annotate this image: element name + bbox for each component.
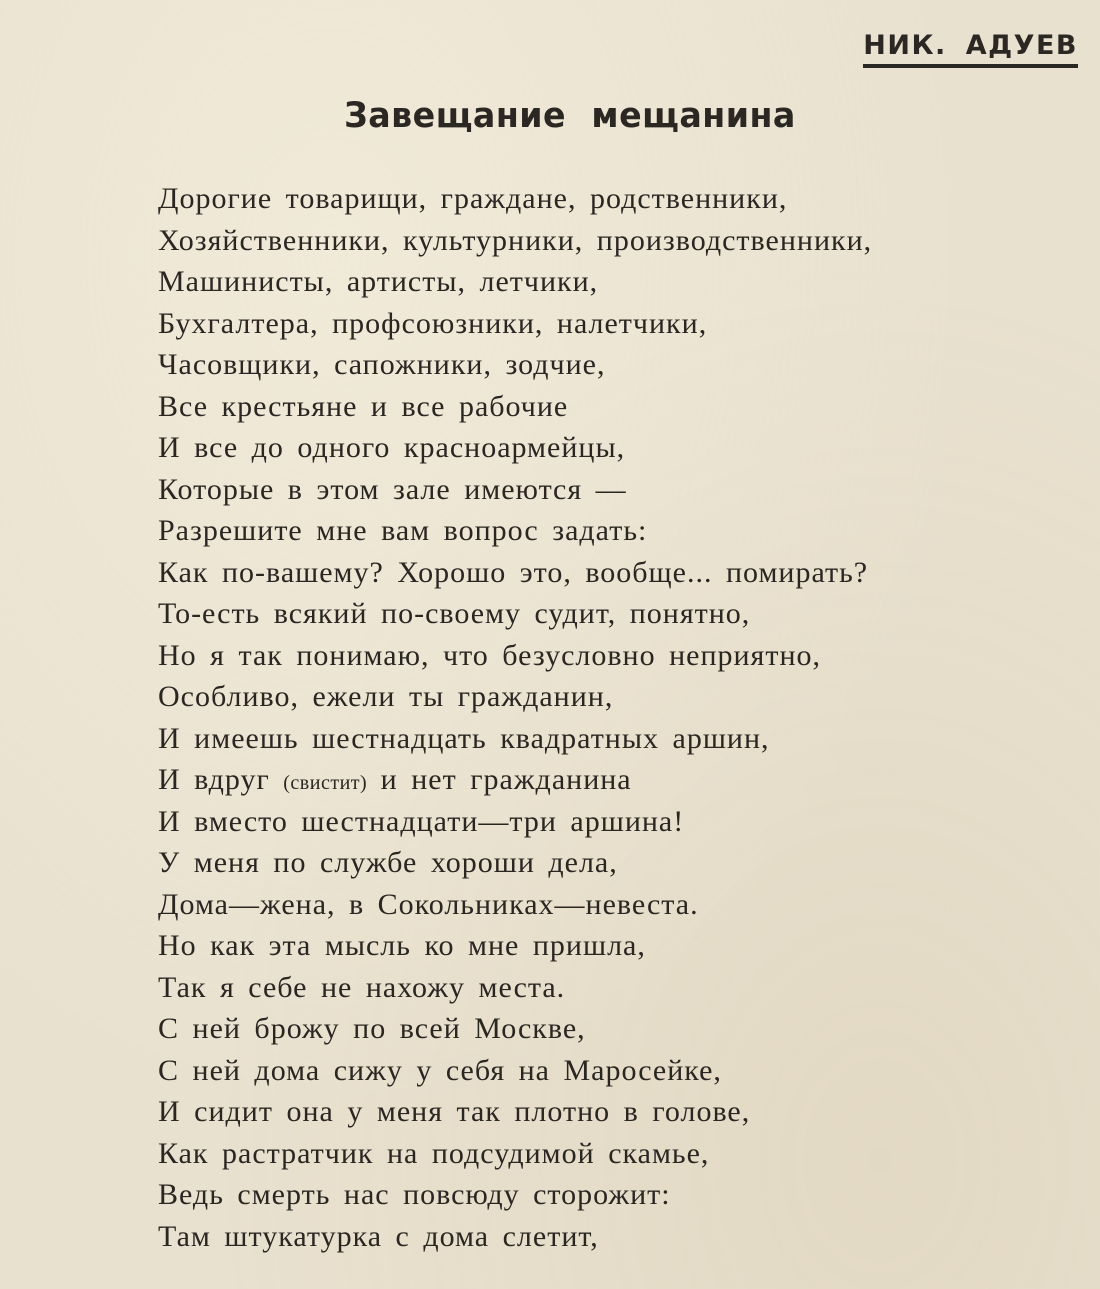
poem-body	[158, 178, 872, 1257]
poem-line: Которые в этом зале имеются —	[158, 472, 627, 506]
poem-line: И все до одного красноармейцы,	[158, 431, 626, 464]
poem-line-with-aside	[158, 759, 872, 801]
poem-line: Хозяйственники, культурники, производственники,	[158, 223, 873, 257]
poem-line: Бухгалтера, профсоюзники, налетчики,	[158, 306, 708, 340]
poem-line: Как по-вашему? Хорошо это, вообще... помирать?	[158, 555, 869, 589]
poem-line: Дорогие товарищи, граждане, родственники,	[158, 182, 788, 215]
poem-line: Так я себе не нахожу места.	[158, 970, 566, 1004]
poem-line: Но как эта мысль ко мне пришла,	[158, 929, 646, 962]
poem-line: И вместо шестнадцати—три аршина!	[158, 804, 685, 838]
poem-line: И сидит она у меня так плотно в голове,	[158, 1095, 751, 1128]
poem-line: И имеешь шестнадцать квадратных аршин,	[158, 721, 770, 755]
poem-line: С ней дома сижу у себя на Маросейке,	[158, 1053, 722, 1087]
poem-line: Особливо, ежели ты гражданин,	[158, 680, 614, 713]
poem-line: Разрешите мне вам вопрос задать:	[158, 514, 648, 547]
poem-line: Часовщики, сапожники, зодчие,	[158, 348, 606, 381]
poem-line: Там штукатурка с дома слетит,	[158, 1219, 599, 1253]
poem-line: Ведь смерть нас повсюду сторожит:	[158, 1178, 671, 1211]
author-block	[863, 30, 1078, 68]
poem-line: То-есть всякий по-своему судит, понятно,	[158, 597, 751, 630]
poem-line: Дома—жена, в Сокольниках—невеста.	[158, 887, 699, 921]
poem-line: У меня по службе хороши дела,	[158, 846, 618, 879]
poem-line: Как растратчик на подсудимой скамье,	[158, 1136, 710, 1170]
stage-direction: (свистит)	[283, 772, 368, 794]
line-start: И вдруг	[158, 763, 270, 796]
poem-line: Машинисты, артисты, летчики,	[158, 265, 599, 298]
author-name: НИК. АДУЕВ	[863, 30, 1078, 68]
poem-line: С ней брожу по всей Москве,	[158, 1012, 586, 1045]
line-end: и нет гражданина	[380, 763, 632, 796]
poem-title: Завещание мещанина	[344, 96, 796, 136]
poem-line: Но я так понимаю, что безусловно неприятно,	[158, 638, 822, 672]
poem-line: Все крестьяне и все рабочие	[158, 389, 569, 423]
